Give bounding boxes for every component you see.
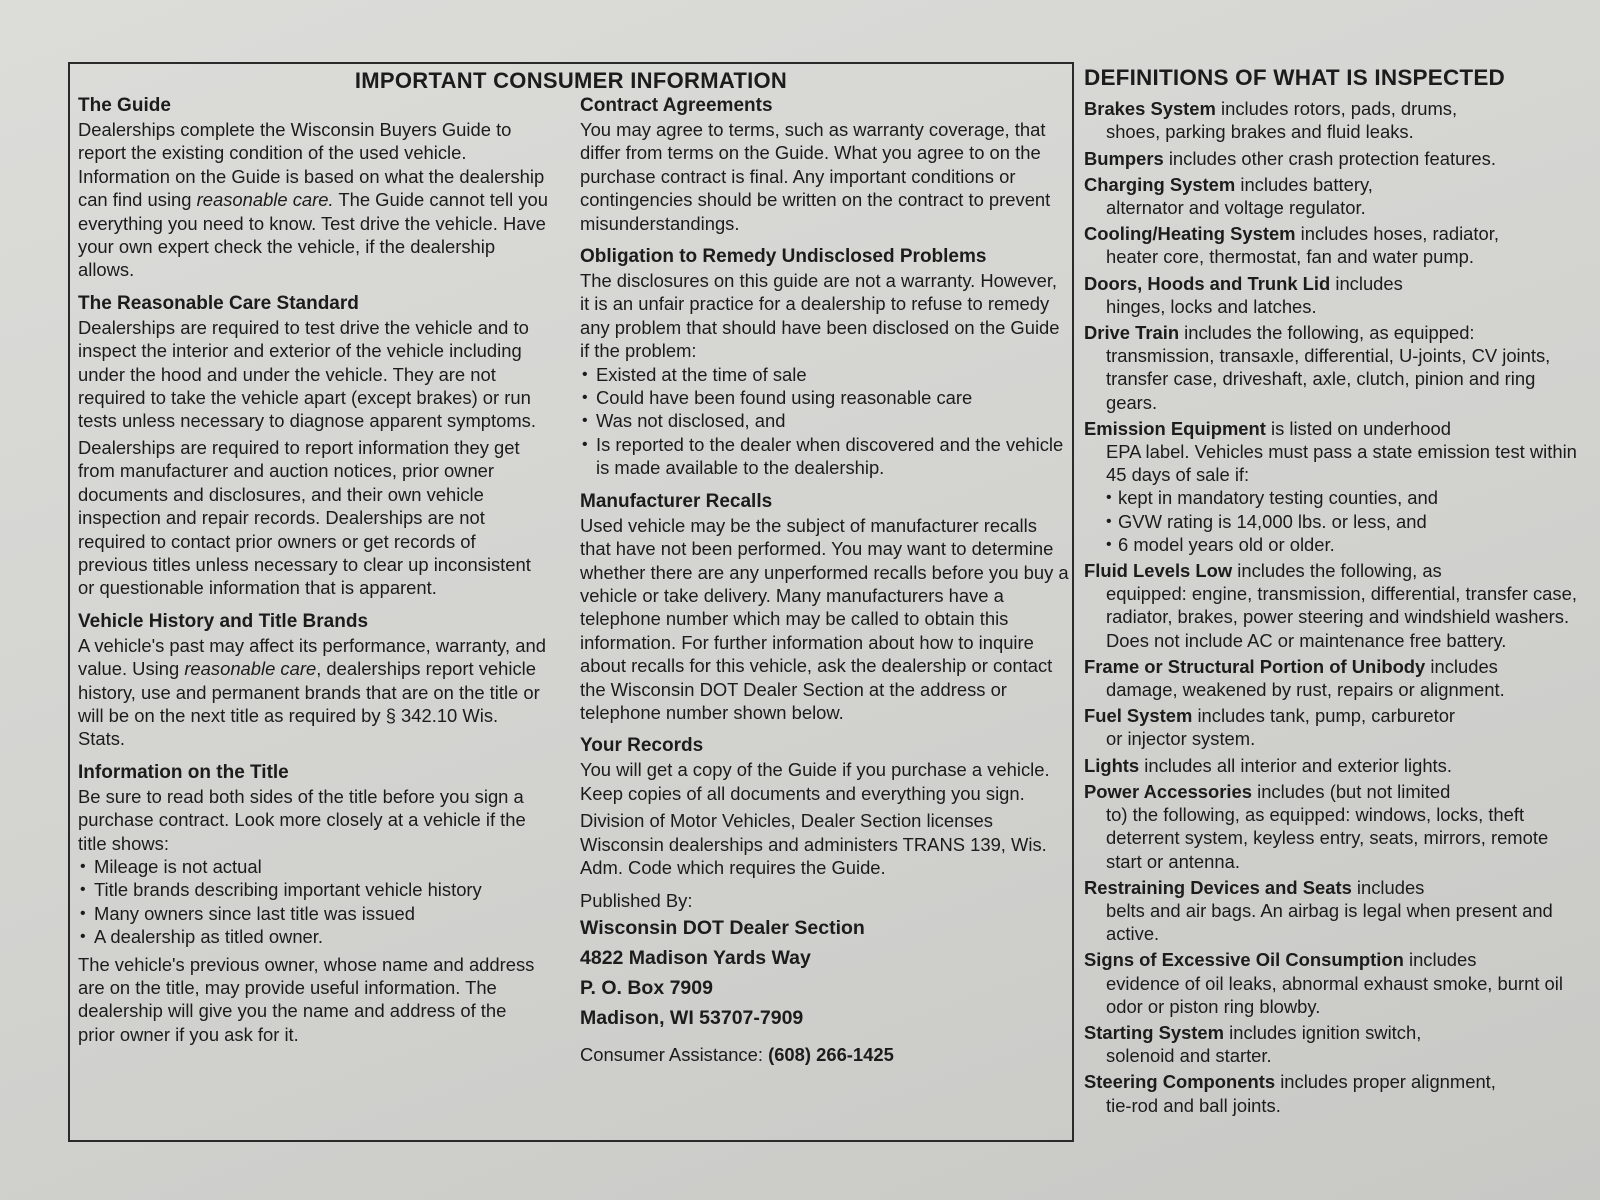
section-heading: Manufacturer Recalls	[580, 490, 773, 512]
definition-continuation: EPA label. Vehicles must pass a state emission test within 45 days of sale if:	[1106, 441, 1577, 486]
section-text: Dealerships are required to test drive the vehicle and to inspect the interior and exterior of the vehicle including under the hood and under the vehicle. They are not required to take the vehicle apart (except brakes) or run tests unless necessary to diagnose apparent symptoms.	[78, 316, 536, 432]
definition-continuation: equipped: engine, transmission, differential, transfer case, radiator, brakes, power steering and windshield washers. Does not include AC or maintenance free battery.	[1106, 583, 1577, 651]
definition-term: Power Accessories	[1084, 780, 1252, 802]
definition-continuation: or injector system.	[1106, 728, 1256, 750]
definition-item	[1084, 1070, 1584, 1116]
section-text: Division of Motor Vehicles, Dealer Section licenses Wisconsin dealerships and administers TRANS 139, Wis. Adm. Code which requires the Guide.	[580, 810, 1047, 878]
definition-text: is listed on underhood	[1265, 417, 1451, 439]
definition-term: Fluid Levels Low	[1084, 560, 1233, 582]
definition-text: includes battery,	[1235, 173, 1373, 195]
definition-text: includes the following, as	[1232, 560, 1442, 582]
definition-item	[1084, 97, 1584, 143]
consumer-info-column-left	[78, 94, 548, 1056]
list-item: • Is reported to the dealer when discovered and the vehicle is made available to the dealership.	[580, 433, 1070, 480]
list-item: • Existed at the time of sale	[580, 363, 1070, 386]
definition-text: includes	[1330, 272, 1403, 294]
section-text: You will get a copy of the Guide if you purchase a vehicle. Keep copies of all documents and everything you sign.	[580, 759, 1050, 804]
section-heading: Obligation to Remedy Undisclosed Problems	[580, 246, 987, 268]
definition-continuation: solenoid and starter.	[1106, 1045, 1272, 1067]
definition-term: Drive Train	[1084, 322, 1180, 344]
section-text: The disclosures on this guide are not a warranty. However, it is an unfair practice for a dealership to refuse to remedy any problem that should have been disclosed on the Guide if the problem:	[580, 270, 1060, 362]
definition-text: includes	[1403, 949, 1477, 971]
definition-item	[1084, 417, 1584, 556]
definition-text: includes other crash protection features.	[1163, 147, 1496, 169]
definition-term: Lights	[1084, 754, 1140, 776]
list-item: • 6 model years old or older.	[1106, 533, 1584, 556]
definition-text: includes tank, pump, carburetor	[1192, 705, 1456, 727]
section-contract	[580, 94, 1070, 235]
publisher-block	[580, 889, 1070, 1066]
section-heading: Contract Agreements	[580, 95, 773, 116]
definition-continuation: hinges, locks and latches.	[1106, 295, 1317, 317]
definition-item	[1084, 780, 1584, 873]
section-text: The vehicle's previous owner, whose name and address are on the title, may provide useful information. The dealership will give you the name and address of the prior owner if you ask for it.	[78, 953, 535, 1045]
list-item: • Many owners since last title was issued	[78, 902, 548, 925]
definition-term: Fuel System	[1084, 705, 1193, 727]
list-item: • Mileage is not actual	[78, 855, 548, 878]
section-heading: The Guide	[78, 95, 171, 116]
definition-item	[1084, 1021, 1584, 1067]
definition-text: includes ignition switch,	[1224, 1021, 1422, 1043]
obligation-bullet-list	[580, 363, 1070, 480]
definition-term: Starting System	[1084, 1021, 1225, 1043]
definition-term: Emission Equipment	[1084, 417, 1266, 439]
definition-continuation: heater core, thermostat, fan and water pump.	[1106, 246, 1475, 268]
section-heading: The Reasonable Care Standard	[78, 292, 359, 314]
definitions-title: DEFINITIONS OF WHAT IS INSPECTED	[1084, 65, 1505, 90]
section-text: Dealerships are required to report information they get from manufacturer and auction notices, prior owner documents and disclosures, and their own vehicle inspection and repair records. Dealerships are not required to contact prior owners or get records of previous titles unless necessary to clear up inconsistent or questionable information that is apparent.	[78, 436, 531, 599]
publisher-po-box: P. O. Box 7909	[580, 976, 713, 999]
definition-item	[1084, 948, 1584, 1018]
section-heading: Vehicle History and Title Brands	[78, 610, 369, 632]
section-the-guide	[78, 94, 548, 282]
definition-item	[1084, 272, 1584, 318]
section-text: You may agree to terms, such as warranty coverage, that differ from terms on the Guide. What you agree to on the purchase contract is final. Any important conditions or contingencies should be written on the contract to prevent misunderstandings.	[580, 119, 1051, 234]
definition-item	[1084, 754, 1584, 777]
definition-item	[1084, 655, 1584, 701]
definition-item	[1084, 147, 1584, 170]
section-title-info	[78, 761, 548, 1046]
guide-text-1: Dealerships complete the Wisconsin Buyers Guide to report the existing condition of the used vehicle. Information on the Guide is based on what the dealership can find using	[78, 119, 545, 211]
section-heading: Your Records	[580, 735, 704, 757]
section-obligation	[580, 245, 1070, 480]
section-text	[78, 118, 548, 282]
list-item: • kept in mandatory testing counties, and	[1106, 486, 1584, 509]
definition-text: includes proper alignment,	[1275, 1071, 1496, 1093]
definition-item	[1084, 173, 1584, 219]
publisher-street: 4822 Madison Yards Way	[580, 946, 811, 969]
definition-term: Restraining Devices and Seats	[1084, 876, 1352, 898]
definition-continuation: tie-rod and ball joints.	[1106, 1094, 1281, 1116]
publisher-label: Published By:	[580, 890, 693, 912]
history-emphasis: reasonable care	[184, 658, 317, 680]
definition-continuation: transmission, transaxle, differential, U-joints, CV joints, transfer case, driveshaft, axle, clutch, pinion and ring gears.	[1106, 345, 1551, 413]
definition-term: Charging System	[1084, 173, 1236, 195]
assistance-label: Consumer Assistance:	[580, 1043, 769, 1065]
consumer-info-box	[68, 62, 1074, 1142]
section-heading: Information on the Title	[78, 761, 289, 783]
definitions-column	[1084, 66, 1584, 1120]
list-item: • Was not disclosed, and	[580, 409, 1070, 432]
definition-text: includes	[1351, 876, 1425, 898]
guide-emphasis: reasonable care.	[196, 189, 334, 211]
publisher-city: Madison, WI 53707-7909	[580, 1006, 804, 1029]
list-item: • Title brands describing important vehicle history	[78, 878, 548, 901]
title-bullet-list	[78, 855, 548, 949]
definition-item	[1084, 704, 1584, 750]
definition-term: Cooling/Heating System	[1084, 223, 1296, 245]
definition-item	[1084, 876, 1584, 946]
section-reasonable-care	[78, 292, 548, 600]
definition-term: Signs of Excessive Oil Consumption	[1084, 949, 1404, 971]
definition-text: includes hoses, radiator,	[1295, 223, 1499, 245]
section-recalls	[580, 490, 1070, 725]
definition-item	[1084, 321, 1584, 414]
definition-term: Doors, Hoods and Trunk Lid	[1084, 272, 1331, 294]
definition-text: includes all interior and exterior lights.	[1139, 754, 1452, 776]
section-text	[78, 634, 548, 751]
definition-item	[1084, 222, 1584, 268]
list-item: • GVW rating is 14,000 lbs. or less, and	[1106, 510, 1584, 533]
section-text: Used vehicle may be the subject of manufacturer recalls that have not been performed. You may want to determine whether there are any unperformed recalls before you buy a vehicle or take delivery. Many manufacturers have a telephone number which may be called to obtain this information. For further information about how to inquire about recalls for this vehicle, ask the dealership or contact the Wisconsin DOT Dealer Section at the address or telephone number shown below.	[580, 514, 1069, 723]
definition-term: Frame or Structural Portion of Unibody	[1084, 655, 1426, 677]
definition-text: includes (but not limited	[1252, 780, 1451, 802]
definition-continuation: shoes, parking brakes and fluid leaks.	[1106, 121, 1414, 143]
section-text: Be sure to read both sides of the title before you sign a purchase contract. Look more closely at a vehicle if the title shows:	[78, 785, 526, 854]
definition-continuation: alternator and voltage regulator.	[1106, 197, 1366, 219]
definition-continuation: to) the following, as equipped: windows, locks, theft deterrent system, keyless entry, seats, mirrors, remote start or antenna.	[1106, 804, 1549, 872]
definition-text: includes	[1425, 655, 1498, 677]
consumer-assistance	[580, 1043, 1070, 1066]
definition-term: Steering Components	[1084, 1071, 1276, 1093]
history-text-1: A vehicle's past may affect its performance, warranty, and value. Using	[78, 634, 546, 680]
list-item: • Could have been found using reasonable care	[580, 386, 1070, 409]
definition-item	[1084, 559, 1584, 652]
consumer-info-column-middle	[580, 94, 1070, 1066]
definition-text: includes rotors, pads, drums,	[1215, 98, 1458, 120]
definition-continuation: belts and air bags. An airbag is legal when present and active.	[1106, 899, 1553, 945]
publisher-name: Wisconsin DOT Dealer Section	[580, 916, 865, 939]
guide-text-2: The Guide cannot tell you everything you need to know. Test drive the vehicle. Have your own expert check the vehicle, if the dealership allows.	[78, 189, 548, 281]
definition-continuation: damage, weakened by rust, repairs or alignment.	[1106, 679, 1505, 701]
section-vehicle-history	[78, 610, 548, 751]
assistance-phone: (608) 266-1425	[768, 1043, 894, 1065]
definition-term: Brakes System	[1084, 98, 1216, 120]
section-records	[580, 734, 1070, 879]
list-item: • A dealership as titled owner.	[78, 925, 548, 948]
definition-term: Bumpers	[1084, 147, 1164, 169]
history-text-2: , dealerships report vehicle history, use and permanent brands that are on the title or will be on the next title as required by § 342.10 Wis. Stats.	[78, 658, 540, 750]
definition-continuation: evidence of oil leaks, abnormal exhaust smoke, burnt oil odor or piston ring blowby.	[1106, 972, 1563, 1017]
consumer-info-title: IMPORTANT CONSUMER INFORMATION	[354, 68, 788, 93]
emission-bullet-list	[1084, 486, 1584, 556]
definition-text: includes the following, as equipped:	[1179, 322, 1475, 344]
